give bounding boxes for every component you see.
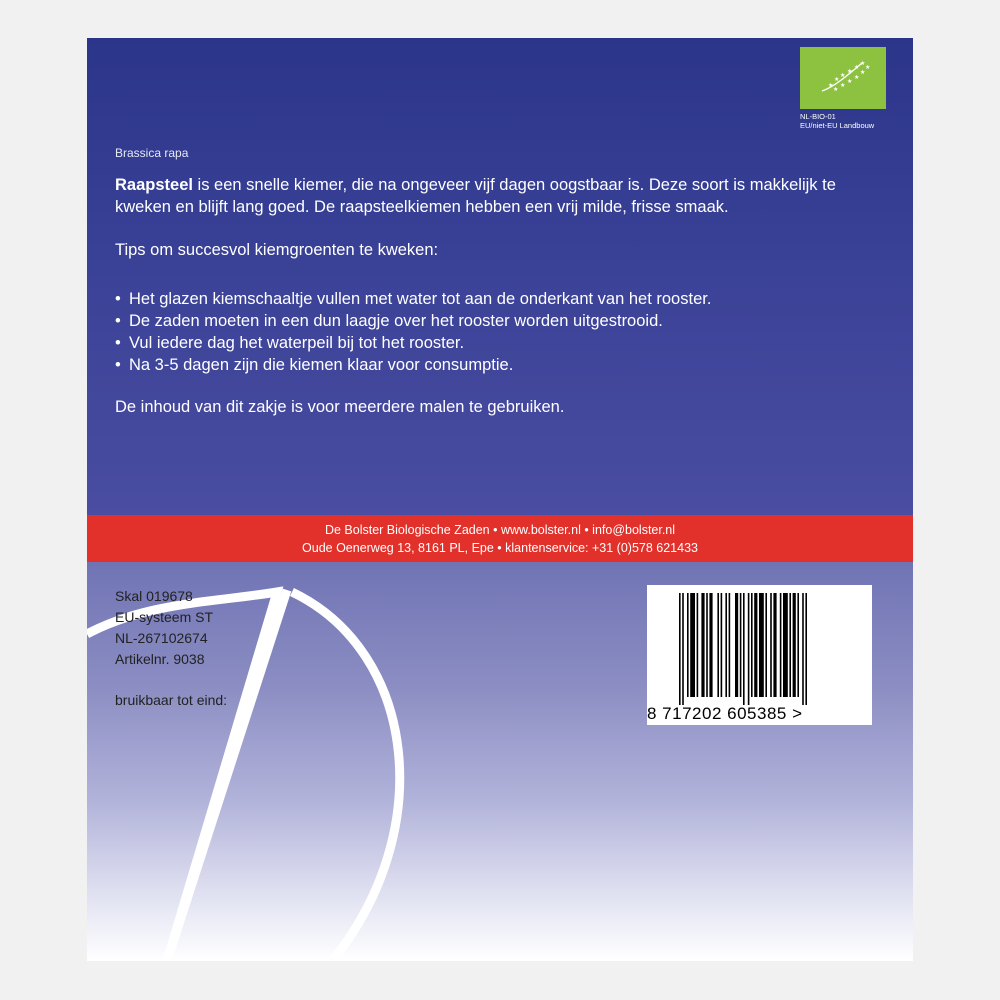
tips-list bbox=[115, 288, 711, 376]
barcode-bar bbox=[793, 593, 796, 697]
organic-certification-code bbox=[800, 112, 910, 130]
eu-organic-leaf-icon bbox=[800, 47, 886, 109]
barcode-bars bbox=[647, 585, 872, 705]
star-icon: ★ bbox=[840, 82, 846, 89]
barcode-bar bbox=[687, 593, 689, 697]
barcode-bar bbox=[725, 593, 727, 697]
product-description bbox=[115, 174, 895, 218]
barcode-bar bbox=[780, 593, 782, 697]
seed-packet-back bbox=[87, 38, 913, 961]
star-icon: ★ bbox=[860, 69, 866, 76]
barcode-bar bbox=[773, 593, 776, 697]
company-address-line: Oude Oenerweg 13, 8161 PL, Epe • klantenservice: +31 (0)578 621433 bbox=[302, 541, 698, 555]
article-number: Artikelnr. 9038 bbox=[115, 651, 205, 667]
star-icon: ★ bbox=[860, 60, 866, 67]
barcode-bar bbox=[765, 593, 767, 697]
barcode-bar bbox=[802, 593, 804, 705]
star-icon: ★ bbox=[833, 86, 839, 93]
organic-code: NL-BIO-01 bbox=[800, 112, 836, 121]
company-band bbox=[87, 515, 913, 562]
star-icon: ★ bbox=[840, 72, 846, 79]
star-icon: ★ bbox=[828, 82, 834, 89]
info-panel bbox=[87, 38, 913, 515]
organic-origin: EU/niet-EU Landbouw bbox=[800, 121, 875, 130]
certification-codes bbox=[115, 586, 213, 670]
tips-heading: Tips om succesvol kiemgroenten te kweken: bbox=[115, 241, 439, 259]
product-name: Raapsteel bbox=[115, 176, 193, 194]
star-icon: ★ bbox=[834, 76, 840, 83]
best-before-label: bruikbaar tot eind: bbox=[115, 692, 228, 708]
star-icon: ★ bbox=[847, 68, 853, 75]
barcode-bar bbox=[743, 593, 745, 705]
barcode-bar bbox=[751, 593, 753, 697]
barcode-bar bbox=[770, 593, 772, 697]
star-icon: ★ bbox=[854, 64, 860, 71]
barcode-bar bbox=[805, 593, 807, 705]
eu-system-code: EU-systeem ST bbox=[115, 609, 214, 625]
star-icon: ★ bbox=[865, 64, 871, 71]
barcode-bar bbox=[697, 593, 699, 697]
list-item bbox=[115, 288, 711, 310]
bullet-icon: • bbox=[115, 290, 121, 308]
barcode-bar bbox=[797, 593, 799, 697]
list-item bbox=[115, 332, 711, 354]
barcode-bar bbox=[679, 593, 681, 705]
barcode-bar bbox=[783, 593, 788, 697]
tip-text: Vul iedere dag het waterpeil bij tot het rooster. bbox=[129, 334, 465, 352]
skal-code: Skal 019678 bbox=[115, 588, 193, 604]
nl-code: NL-267102674 bbox=[115, 630, 208, 646]
barcode-bar bbox=[717, 593, 719, 697]
barcode-bar bbox=[721, 593, 723, 697]
barcode-number: 8 717202 605385 > bbox=[647, 704, 803, 723]
barcode-bar bbox=[759, 593, 764, 697]
barcode-bar bbox=[690, 593, 695, 697]
tip-text: Het glazen kiemschaaltje vullen met water tot aan de onderkant van het rooster. bbox=[129, 290, 712, 308]
list-item bbox=[115, 354, 711, 376]
star-icon: ★ bbox=[847, 78, 853, 85]
barcode-bar bbox=[706, 593, 708, 697]
barcode-bar bbox=[709, 593, 712, 697]
bullet-icon: • bbox=[115, 334, 121, 352]
company-contact-line: De Bolster Biologische Zaden • www.bolster.nl • info@bolster.nl bbox=[324, 523, 676, 537]
tip-text: De zaden moeten in een dun laagje over het rooster worden uitgestrooid. bbox=[129, 312, 663, 330]
bullet-icon: • bbox=[115, 312, 121, 330]
barcode-bar bbox=[748, 593, 750, 705]
tip-text: Na 3-5 dagen zijn die kiemen klaar voor consumptie. bbox=[129, 356, 514, 374]
barcode-bar bbox=[754, 593, 757, 697]
barcode-bar bbox=[789, 593, 791, 697]
barcode-bar bbox=[740, 593, 742, 697]
latin-name: Brassica rapa bbox=[115, 146, 189, 160]
product-description-text: is een snelle kiemer, die na ongeveer vijf dagen oogstbaar is. Deze soort is makkelijk te kweken en blijft lang goed. De raapsteelkiemen hebben een vrij milde, frisse smaak. bbox=[115, 176, 836, 216]
closing-note: De inhoud van dit zakje is voor meerdere malen te gebruiken. bbox=[115, 398, 565, 416]
barcode-bar bbox=[701, 593, 704, 697]
barcode-bar bbox=[735, 593, 738, 697]
star-icon: ★ bbox=[854, 74, 860, 81]
list-item bbox=[115, 310, 711, 332]
barcode-bar bbox=[729, 593, 731, 697]
barcode-bar bbox=[682, 593, 684, 705]
barcode bbox=[647, 585, 872, 725]
bullet-icon: • bbox=[115, 356, 121, 374]
